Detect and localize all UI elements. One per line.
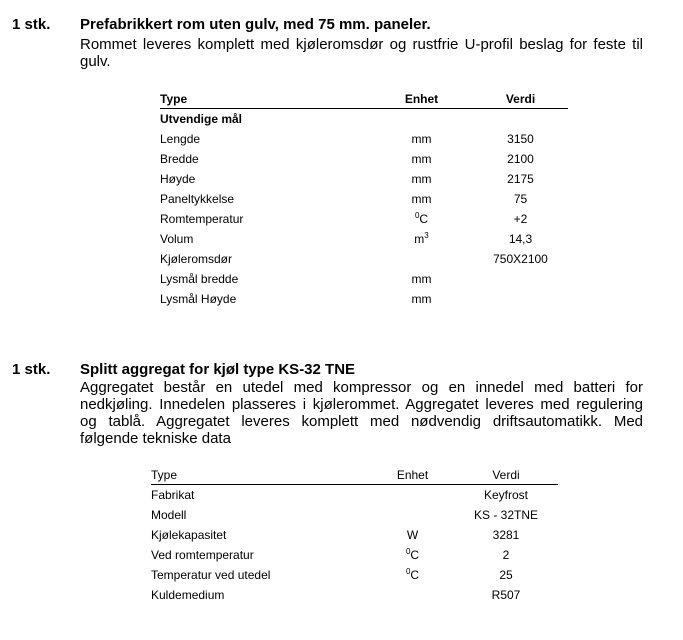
section2-quantity: 1 stk. [12, 361, 51, 378]
table-group-row [160, 109, 568, 130]
header-type: Type [160, 90, 370, 109]
row-type: Bredde [160, 152, 199, 166]
row-unit [370, 229, 473, 249]
row-type: Lysmål Høyde [160, 292, 237, 306]
row-value: 2 [502, 548, 510, 562]
row-value: 3281 [492, 528, 520, 542]
row-unit [370, 149, 473, 169]
table-header-row [151, 466, 558, 485]
row-value: 3150 [507, 132, 534, 146]
row-value: 2175 [507, 172, 534, 186]
row-value: R507 [491, 588, 521, 602]
section1-desc-line-2: gulv. [80, 53, 111, 70]
row-type: Volum [160, 232, 194, 246]
table-row [151, 585, 558, 605]
row-type: Høyde [160, 172, 196, 186]
row-value: +2 [513, 212, 528, 226]
row-unit [371, 565, 454, 585]
header-unit: Enhet [371, 466, 454, 485]
header-unit: Enhet [370, 90, 473, 109]
section1-spec-table [160, 90, 568, 309]
row-unit [370, 189, 473, 209]
section2-spec-table [151, 466, 558, 605]
section2-title: Splitt aggregat for kjøl type KS-32 TNE [80, 361, 356, 378]
unit-text: C [410, 568, 420, 582]
table-row [160, 189, 568, 209]
section2-description [80, 379, 643, 447]
row-unit [370, 269, 473, 289]
table-header-row [160, 90, 568, 109]
row-value [473, 289, 568, 309]
row-unit [371, 505, 454, 525]
header-value: Verdi [454, 466, 558, 485]
row-unit [371, 585, 454, 605]
section1-desc-line-1: Rommet leveres komplett med kjøleromsdør og rustfrie U-profil beslag for feste til [80, 36, 643, 53]
row-value: 2100 [507, 152, 534, 166]
row-value: 14,3 [508, 232, 533, 246]
row-unit [371, 525, 454, 545]
row-type: Ved romtemperatur [151, 548, 254, 562]
header-value: Verdi [473, 90, 568, 109]
row-value: 750X2100 [493, 252, 548, 266]
row-unit [370, 209, 473, 229]
row-type: Fabrikat [151, 488, 195, 502]
section1-quantity: 1 stk. [12, 16, 51, 33]
row-type: Kuldemedium [151, 588, 225, 602]
section1-title: Prefabrikkert rom uten gulv, med 75 mm. paneler. [80, 16, 431, 33]
row-value: 75 [513, 192, 528, 206]
unit-text: mm [411, 192, 432, 206]
unit-text: C [419, 212, 429, 226]
table-row [151, 505, 558, 525]
row-type: Romtemperatur [160, 212, 244, 226]
unit-text: mm [411, 152, 432, 166]
table-row [160, 269, 568, 289]
row-type: Paneltykkelse [160, 192, 235, 206]
section2-desc-line-2: nedkjøling. Innedelen plasseres i kjølerommet. Aggregatet leveres med regulering [80, 396, 643, 413]
row-type: Lysmål bredde [160, 272, 239, 286]
unit-text: mm [411, 132, 432, 146]
row-unit [370, 249, 473, 269]
table-row [160, 149, 568, 169]
unit-text: mm [411, 172, 432, 186]
header-type: Type [151, 466, 371, 485]
table-row [151, 565, 558, 585]
unit-superscript: 0 [405, 567, 411, 576]
unit-text: W [406, 528, 419, 542]
row-value: Keyfrost [483, 488, 528, 502]
unit-text: mm [411, 292, 432, 306]
table-row [151, 545, 558, 565]
row-unit [370, 289, 473, 309]
section2-desc-line-4: følgende tekniske data [80, 430, 231, 447]
row-unit [371, 545, 454, 565]
row-type: Kjøleromsdør [160, 252, 233, 266]
row-unit [371, 485, 454, 506]
section1-description [80, 36, 643, 70]
row-unit [370, 169, 473, 189]
table-row [160, 289, 568, 309]
row-type: Kjølekapasitet [151, 528, 227, 542]
row-value [473, 269, 568, 289]
row-unit [370, 129, 473, 149]
table-row [160, 169, 568, 189]
section2-desc-line-1: Aggregatet består en utedel med kompressor og en innedel med batteri for [80, 379, 643, 396]
row-type: Lengde [160, 132, 201, 146]
table-row [151, 485, 558, 506]
unit-text: m [414, 232, 425, 246]
unit-superscript: 0 [405, 547, 411, 556]
row-value: 25 [499, 568, 513, 582]
table-row [160, 209, 568, 229]
row-type: Temperatur ved utedel [151, 568, 271, 582]
unit-superscript: 0 [414, 211, 420, 220]
table-row [151, 525, 558, 545]
section2-desc-line-3: og tablå. Aggregatet leveres komplett med nødvendig driftsautomatikk. Med [80, 413, 643, 430]
unit-text: mm [411, 272, 432, 286]
row-value: KS - 32TNE [473, 508, 539, 522]
table-row [160, 249, 568, 269]
table-row [160, 129, 568, 149]
unit-text: C [410, 548, 420, 562]
row-type: Modell [151, 508, 187, 522]
group-label: Utvendige mål [160, 112, 243, 126]
table-row [160, 229, 568, 249]
unit-superscript: 3 [424, 231, 429, 240]
